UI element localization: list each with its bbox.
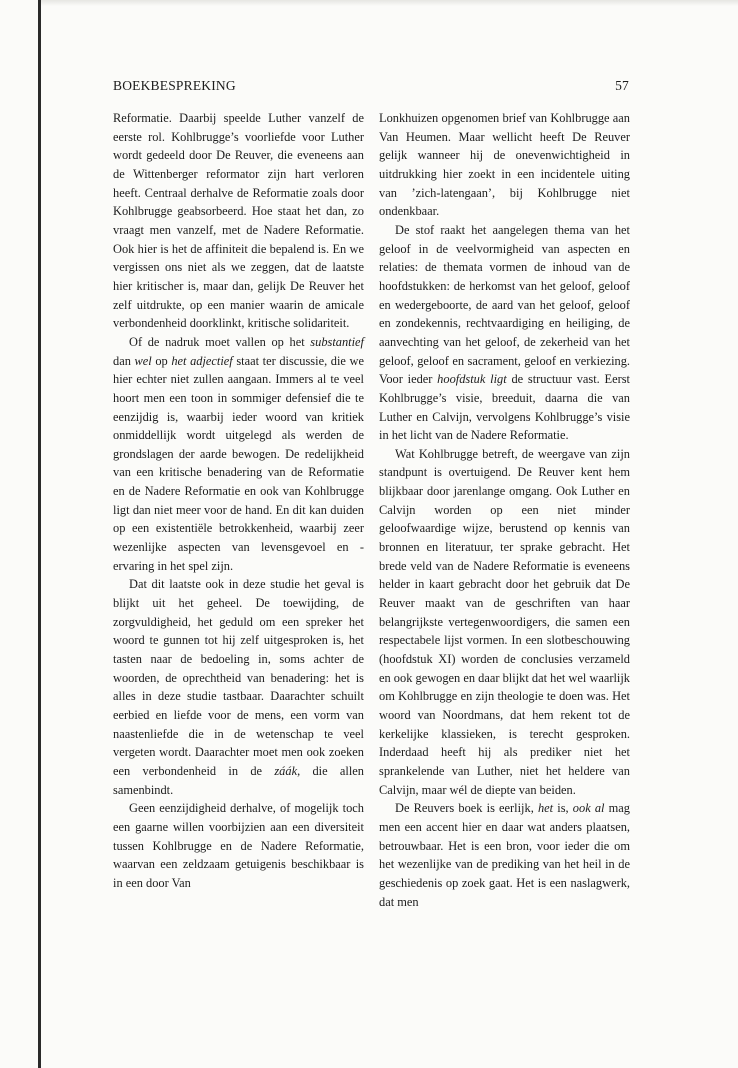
paragraph: Reformatie. Daarbij speelde Luther vanzelf de eerste rol. Kohlbrugge’s voorliefde voor Luther wordt gedeeld door De Reuver, die eveneens aan de Wittenberger reformator zijn hart verloren heeft. Centraal derhalve de Reformatie zoals door Kohlbrugge geabsorbeerd. Hoe staat het dan, zo vraagt men vanzelf, met de Nadere Reformatie. Ook hier is het de affiniteit die bepalend is. En we vergissen ons niet als we zeggen, dat de laatste hier kritischer is, maar dan, gelijk De Reuver het zelf uitdrukte, op een manier waarin de amicale verbondenheid doorklinkt, kritische solidariteit.	[113, 111, 364, 331]
paragraph: Of de nadruk moet vallen op het substantief dan wel op het adjectief staat ter discussie, die we hier echter niet zullen aangaan. Immers al te veel hoort men een toon in sommiger defensief die te eenzijdig is, waarbij ieder woord van kritiek onmiddellijk wordt uitgelegd als werden de grondslagen der aarde bewogen. De redelijkheid van een kritische benadering van de Reformatie en de Nadere Reformatie en ook van Kohlbrugge ligt dan niet meer voor de hand. En dit kan duiden op een existentiële betrokkenheid, waarbij zeer wezenlijke aspecten van levensgevoel en -ervaring in het spel zijn.	[113, 334, 364, 573]
top-shadow	[41, 0, 738, 6]
binding-edge	[38, 0, 41, 1068]
paragraph: Lonkhuizen opgenomen brief van Kohlbrugge aan Van Heumen. Maar wellicht heeft De Reuver gelijk wanneer hij de onevenwichtigheid in uitdrukking hier zoekt in een incidentele uiting van ’zich-latengaan’, bij Kohlbrugge niet ondenkbaar.	[379, 111, 630, 219]
paragraph: Dat dit laatste ook in deze studie het geval is blijkt uit het geheel. De toewijding, de zorgvuldigheid, het geduld om een spreker het woord te gunnen tot hij zelf uitgesproken is, het tasten naar de bedoeling in, soms achter de woorden, de oprechtheid van benadering: het is alles in deze studie tastbaar. Daarachter schuilt eerbied en liefde voor de mens, een vorm van naastenliefde die in de wetenschap te veel vergeten wordt. Daarachter moet men ook zoeken een verbondenheid in de záák, die allen samenbindt.	[113, 577, 364, 797]
left-column	[113, 109, 364, 893]
paragraph: Geen eenzijdigheid derhalve, of mogelijk toch een gaarne willen voorbijzien aan een diversiteit tussen Kohlbrugge en de Nadere Reformatie, waarvan een zeldzaam getuigenis beschikbaar is in een door Van	[113, 801, 364, 890]
page-number: 57	[615, 78, 629, 93]
paragraph: Wat Kohlbrugge betreft, de weergave van zijn standpunt is overtuigend. De Reuver kent hem blijkbaar door jarenlange omgang. Ook Luther en Calvijn worden op een niet minder geloofwaardige wijze, berustend op kennis van bronnen en literatuur, ter sprake gebracht. Het brede veld van de Nadere Reformatie is eveneens helder in kaart gebracht door het gebruik dat De Reuver maakt van de geschriften van haar belangrijkste vertegenwoordigers, die samen een respectabele lijst vormen. In een slotbeschouwing (hoofdstuk XI) worden de conclusies verzameld en ook gewogen en daar blijkt dat het wel waarlijk om Kohlbrugge en zijn theologie te doen was. Het woord van Noordmans, dat hem rekent tot de kerkelijke klassieken, is terecht gesproken. Inderdaad heeft hij als prediker niet het sprankelende van Luther, niet het heldere van Calvijn, maar wél de diepte van beiden.	[379, 446, 630, 797]
running-head: BOEKBESPREKING	[113, 78, 236, 93]
paragraph: De Reuvers boek is eerlijk, het is, ook al mag men een accent hier en daar wat anders plaatsen, betrouwbaar. Het is een bron, voor ieder die om het wezenlijke van de prediking van het heil in de geschiedenis op zoek gaat. Het is een naslagwerk, dat men	[379, 801, 630, 909]
page-header	[113, 78, 629, 96]
paragraph: De stof raakt het aangelegen thema van het geloof in de veelvormigheid van aspecten en relaties: de themata vormen de inhoud van de hoofdstukken: de herkomst van het geloof, geloof en wedergeboorte, de aard van het geloof, geloof en zondekennis, rechtvaardiging en heiliging, de aanvechting van het geloof, de zekerheid van het geloof, geloof en sacrament, geloof en verkiezing. Voor ieder hoofdstuk ligt de structuur vast. Eerst Kohlbrugge’s visie, breeduit, daarna die van Luther en Calvijn, vervolgens Kohlbrugge’s visie in het licht van de Nadere Reformatie.	[379, 222, 630, 443]
right-column	[379, 109, 630, 911]
